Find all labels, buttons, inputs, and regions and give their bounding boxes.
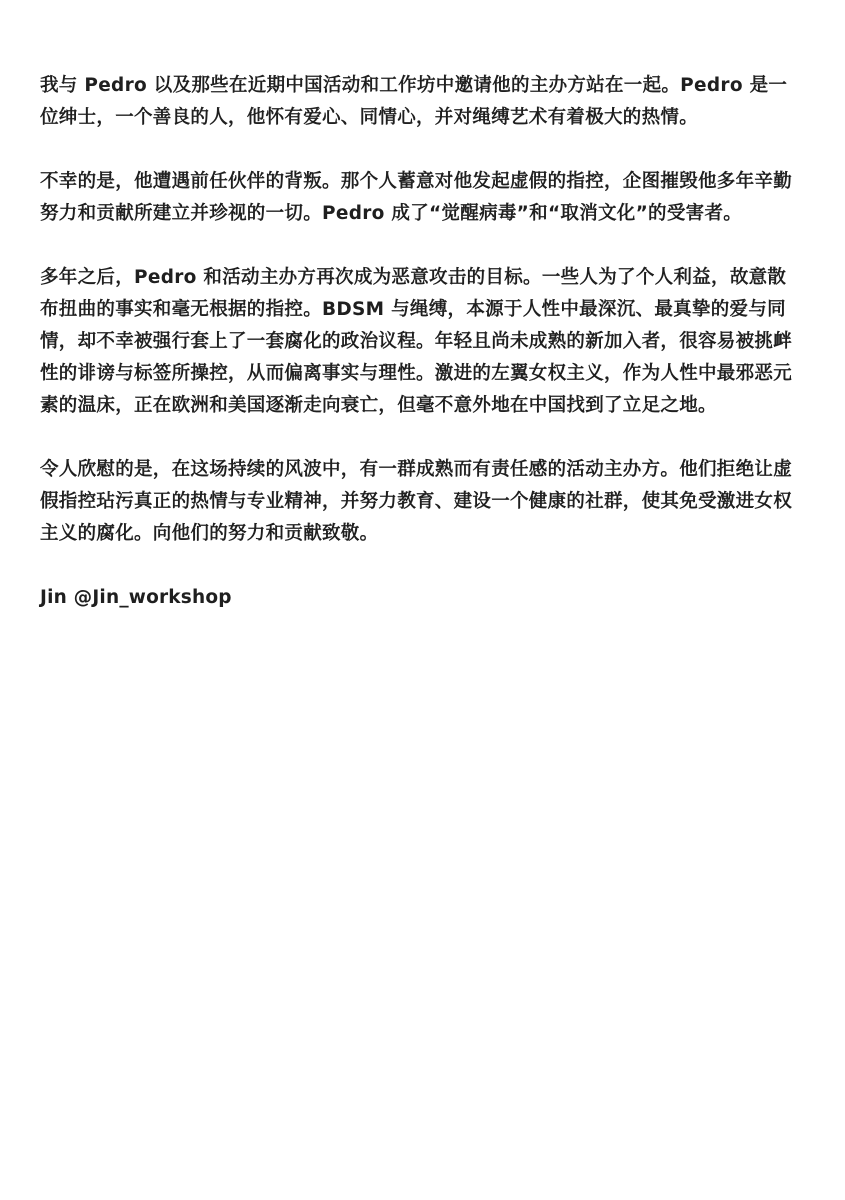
paragraph-statement: 我与 Pedro 以及那些在近期中国活动和工作坊中邀请他的主办方站在一起。Pedro 是一位绅士，一个善良的人，他怀有爱心、同情心，并对绳缚艺术有着极大的热情。 xyxy=(40,75,788,128)
signature: Jin @Jin_workshop xyxy=(40,587,232,608)
paragraph-betrayal: 不幸的是，他遭遇前任伙伴的背叛。那个人蓄意对他发起虚假的指控，企图摧毁他多年辛勤努力和贡献所建立并珍视的一切。Pedro 成了“觉醒病毒”和“取消文化”的受害者。 xyxy=(40,171,793,224)
paragraph-attack: 多年之后，Pedro 和活动主办方再次成为恶意攻击的目标。一些人为了个人利益，故意散布扭曲的事实和毫无根据的指控。BDSM 与绳缚，本源于人性中最深沉、最真挚的爱与同情，却不幸被强行套上了一套腐化的政治议程。年轻且尚未成熟的新加入者，很容易被挑衅性的诽谤与标签所操控，从而偏离事实与理性。激进的左翼女权主义，作为人性中最邪恶元素的温床，正在欧洲和美国逐渐走向衰亡，但毫不意外地在中国找到了立足之地。 xyxy=(40,267,793,416)
paragraph-gratitude: 令人欣慰的是，在这场持续的风波中，有一群成熟而有责任感的活动主办方。他们拒绝让虚假指控玷污真正的热情与专业精神，并努力教育、建设一个健康的社群，使其免受激进女权主义的腐化。向他们的努力和贡献致敬。 xyxy=(40,459,793,544)
